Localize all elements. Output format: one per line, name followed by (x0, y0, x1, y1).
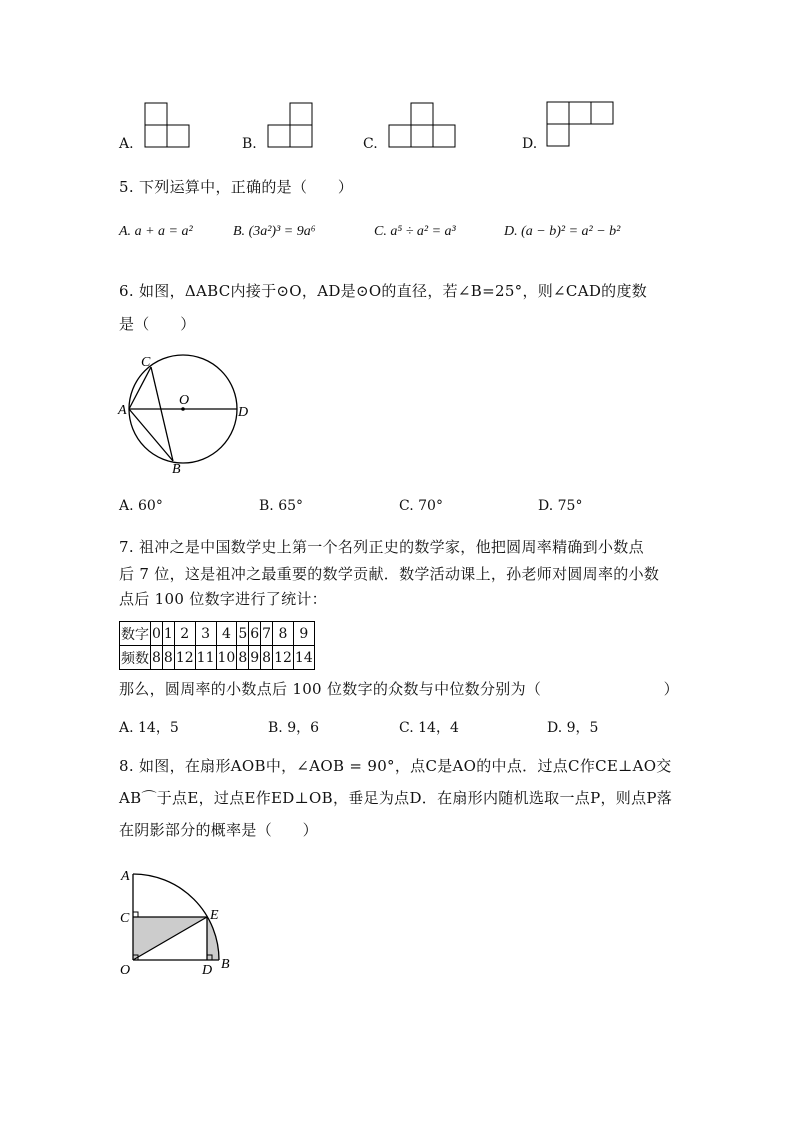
q7-stem-line2: 后 7 位，这是祖冲之最重要的数学贡献．数学活动课上，孙老师对圆周率的小数 (119, 565, 660, 583)
table-cell: 9 (293, 622, 314, 646)
q7-option-d-value: 9，5 (566, 720, 599, 736)
q8-stem-line1: 8. 如图，在扇形AOB中，∠AOB = 90°，点C是AO的中点．过点C作CE⊥AO交 (119, 757, 672, 775)
table-cell: 8 (237, 646, 249, 670)
q4-option-a-label: A. (119, 136, 134, 152)
q8-label-e: E (210, 908, 219, 923)
table-cell: 6 (249, 622, 261, 646)
q6-option-a (119, 498, 163, 514)
q4-option-d-label: D. (522, 136, 538, 152)
table-row-header: 频数 (120, 646, 151, 670)
q8-label-o: O (120, 963, 131, 978)
q7-option-d-label: D. (547, 720, 563, 736)
q4-option-d-figure (545, 101, 615, 147)
q7-question: 那么，圆周率的小数点后 100 位数字的众数与中位数分别为（ ） (119, 680, 679, 698)
table-cell: 12 (174, 646, 195, 670)
q4-option-c-figure (387, 102, 457, 148)
table-cell: 14 (293, 646, 314, 670)
table-cell: 8 (273, 622, 294, 646)
q6-option-a-value: 60° (138, 498, 163, 514)
q6-stem-line1: 6. 如图，ΔABC内接于⊙O，AD是⊙O的直径，若∠B=25°，则∠CAD的度数 (119, 282, 648, 300)
q5-option-a-expr: a + a = a² (134, 224, 193, 239)
q6-option-c-label: C. (399, 498, 414, 514)
q8-label-b: B (221, 957, 230, 972)
q7-option-d (547, 717, 598, 737)
q7-option-c-value: 14，4 (418, 720, 459, 736)
q6-option-b-value: 65° (278, 498, 304, 514)
q7-frequency-table (119, 621, 315, 670)
q7-option-b-value: 9，6 (287, 720, 320, 736)
q7-option-b-label: B. (268, 720, 283, 736)
q6-label-o: O (179, 393, 190, 408)
q6-label-d: D (238, 405, 249, 420)
q6-option-d-label: D. (538, 498, 554, 514)
table-cell: 4 (216, 622, 237, 646)
q5-stem: 5. 下列运算中，正确的是（ ） (119, 178, 354, 196)
q6-label-a: A (118, 403, 127, 418)
q5-option-a (119, 224, 193, 240)
table-row (120, 622, 315, 646)
q7-option-a-label: A. (119, 720, 134, 736)
q7-stem-line3: 点后 100 位数字进行了统计： (119, 590, 327, 608)
q7-option-b (268, 717, 319, 737)
table-cell: 3 (195, 622, 216, 646)
table-cell: 7 (261, 622, 273, 646)
q5-option-c-expr: a⁵ ÷ a² = a³ (390, 224, 456, 239)
q4-option-a-figure (143, 102, 191, 148)
q5-option-a-label: A. (119, 224, 132, 239)
q7-option-c (399, 717, 459, 737)
q8-label-d: D (202, 963, 213, 978)
q8-stem-line3: 在阴影部分的概率是（ ） (119, 821, 318, 839)
q5-option-b-expr: (3a²)³ = 9a⁶ (248, 224, 316, 239)
q8-label-c: C (120, 911, 130, 926)
q8-sector-figure (118, 864, 243, 979)
q4-option-c-label: C. (363, 136, 378, 152)
table-cell: 11 (195, 646, 216, 670)
q8-stem-line2: AB⌒于点E，过点E作ED⊥OB，垂足为点D．在扇形内随机选取一点P，则点P落 (119, 789, 673, 807)
q7-stem-line1: 7. 祖冲之是中国数学史上第一个名列正史的数学家，他把圆周率精确到小数点 (119, 538, 644, 556)
q6-stem-line2: 是（ ） (119, 315, 196, 333)
table-cell: 8 (261, 646, 273, 670)
q6-label-b: B (172, 462, 181, 477)
q6-option-c-value: 70° (418, 498, 443, 514)
table-cell: 9 (249, 646, 261, 670)
q6-label-c: C (141, 355, 151, 370)
q6-option-a-label: A. (119, 498, 134, 514)
q5-option-c-label: C. (374, 224, 387, 239)
q5-option-d-expr: (a − b)² = a² − b² (521, 224, 621, 239)
q7-option-a (119, 717, 179, 737)
q6-option-b-label: B. (259, 498, 274, 514)
q6-option-c (399, 498, 443, 514)
q7-option-a-value: 14，5 (138, 720, 179, 736)
table-row-header: 数字 (120, 622, 151, 646)
q5-option-d-label: D. (504, 224, 518, 239)
q8-label-a: A (121, 869, 130, 884)
table-cell: 2 (174, 622, 195, 646)
table-cell: 0 (151, 622, 163, 646)
table-cell: 10 (216, 646, 237, 670)
table-cell: 8 (151, 646, 163, 670)
q7-option-c-label: C. (399, 720, 414, 736)
q4-option-b-label: B. (242, 136, 257, 152)
q6-option-d-value: 75° (557, 498, 583, 514)
q6-option-d (538, 498, 582, 514)
table-row (120, 646, 315, 670)
table-cell: 5 (237, 622, 249, 646)
table-cell: 12 (273, 646, 294, 670)
q5-option-b (233, 224, 316, 240)
table-cell: 8 (162, 646, 174, 670)
q4-option-b-figure (266, 102, 314, 148)
q6-option-b (259, 498, 303, 514)
q6-circle-figure (118, 350, 258, 478)
q5-option-c (374, 224, 456, 240)
q5-option-b-label: B. (233, 224, 246, 239)
table-cell: 1 (162, 622, 174, 646)
q5-option-d (504, 224, 620, 240)
